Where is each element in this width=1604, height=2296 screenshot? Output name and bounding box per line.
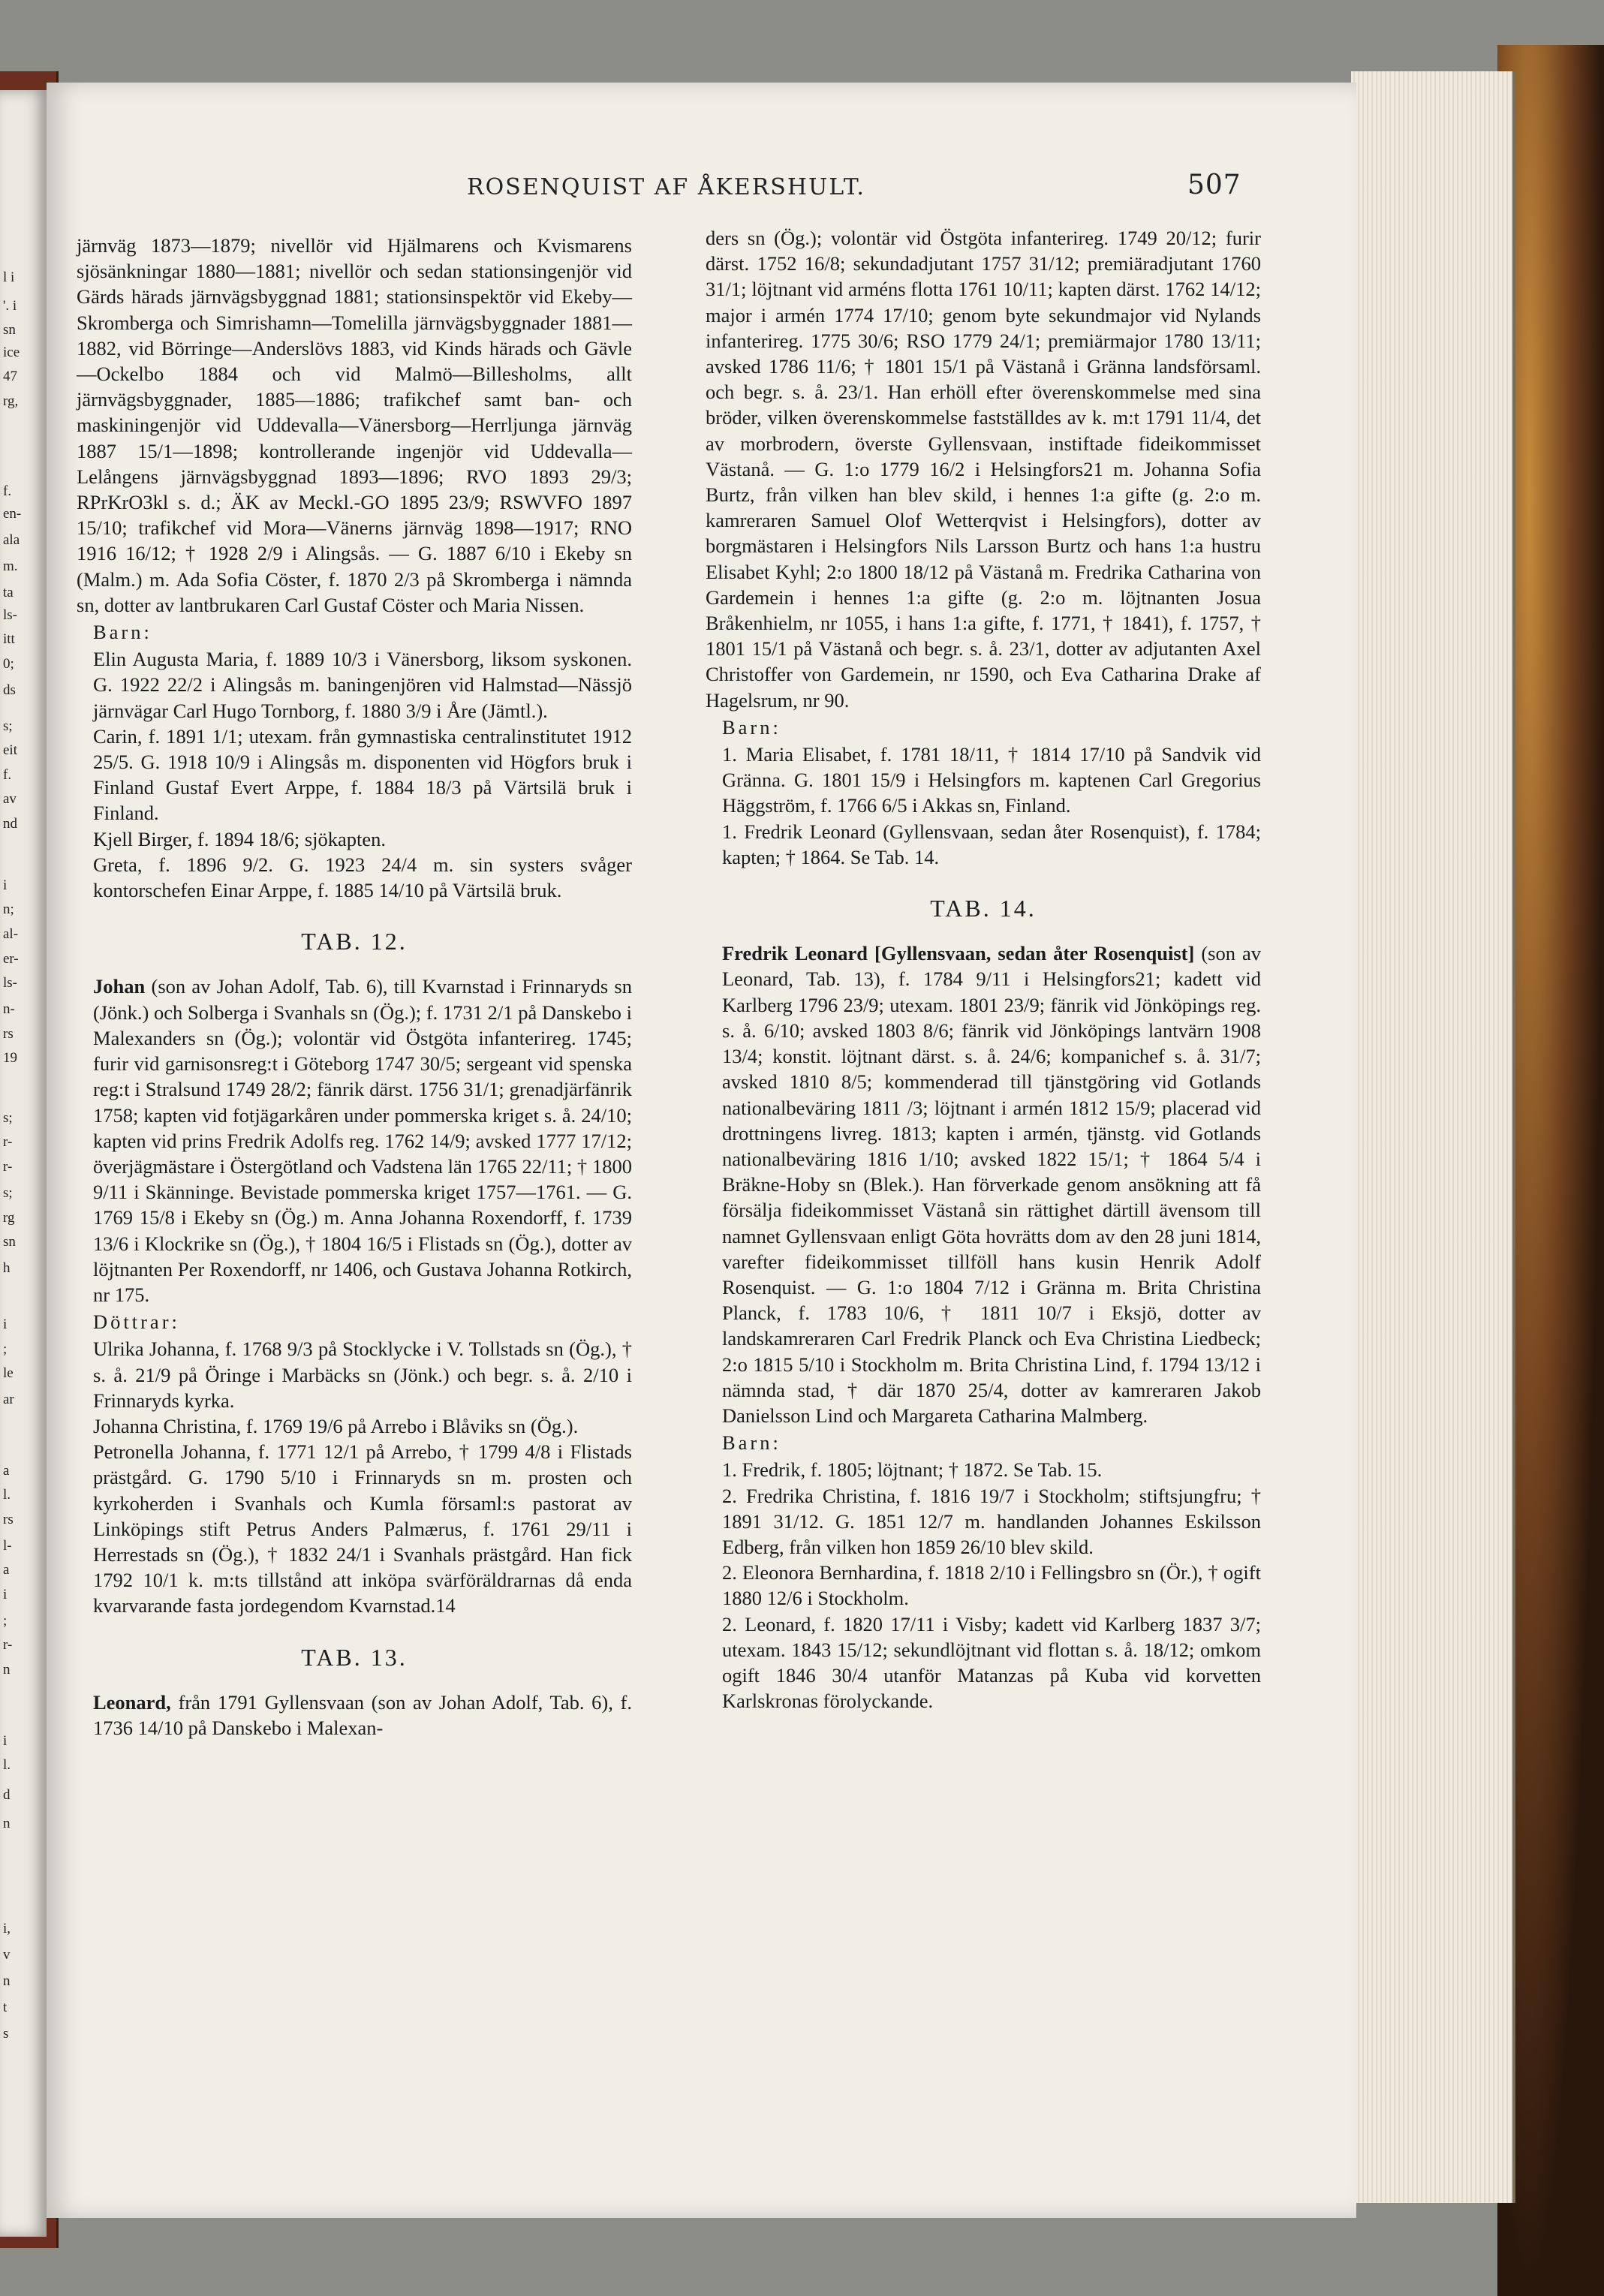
- left-page-text-fragment: rs: [3, 1512, 14, 1527]
- left-page-text-fragment: rg: [3, 1210, 15, 1226]
- entry-name: Leonard,: [93, 1690, 171, 1714]
- child-entry: 2. Fredrika Christina, f. 1816 19/7 i Stockholm; stiftsjungfru; † 1891 31/12. G. 1851 12/7 m. handlanden Johannes Eskilsson Edberg, från vilken hon 1859 26/10 blev skild.: [722, 1484, 1261, 1558]
- left-page-text-fragment: r-: [3, 1637, 13, 1653]
- left-page-text-fragment: av: [3, 791, 17, 807]
- left-page-text-fragment: 47: [3, 369, 17, 384]
- book-page: [47, 83, 1356, 2218]
- running-header: [47, 170, 1356, 204]
- left-page-text-fragment: s;: [3, 718, 13, 734]
- left-page-text-fragment: eit: [3, 742, 17, 758]
- left-page-text-fragment: i: [3, 1587, 8, 1602]
- left-page-text-fragment: i: [3, 1317, 8, 1332]
- left-page-text-fragment: sn: [3, 1234, 16, 1250]
- left-page-text-fragment: m.: [3, 558, 18, 574]
- left-page-text-fragment: a: [3, 1562, 10, 1578]
- left-page-text-fragment: r-: [3, 1134, 13, 1150]
- left-page-text-fragment: nd: [3, 816, 17, 832]
- child-entry: Ulrika Johanna, f. 1768 9/3 på Stocklycke i V. Tollstads sn (Ög.), † s. å. 21/9 på Öringe i Marbäcks sn (Jönk.) och begr. s. å. 2/10 i Frinnaryds kyrka.: [93, 1338, 632, 1412]
- left-page-text-fragment: d: [3, 1787, 11, 1803]
- entry: [706, 940, 1261, 1428]
- child-entry: Greta, f. 1896 9/2. G. 1923 24/4 m. sin systers svåger kontorschefen Einar Arppe, f. 1885 14/10 på Värtsilä bruk.: [93, 853, 632, 902]
- left-page-text-fragment: ar: [3, 1392, 14, 1407]
- left-page-text-fragment: i: [3, 1733, 8, 1749]
- entry: [77, 973, 632, 1307]
- left-page-text-fragment: rs: [3, 1026, 14, 1042]
- entry-name: Johan: [93, 975, 146, 998]
- left-page-text-fragment: i: [3, 877, 8, 893]
- left-page-text-fragment: f.: [3, 767, 12, 783]
- table-heading: TAB. 13.: [301, 1643, 408, 1671]
- left-page-text-fragment: i,: [3, 1921, 11, 1936]
- child-entry: 1. Fredrik Leonard (Gyllensvaan, sedan åter Rosenquist), f. 1784; kapten; † 1864. Se Tab. 14.: [722, 820, 1261, 868]
- left-page-text-fragment: ;: [3, 1341, 8, 1357]
- left-page-text-fragment: r-: [3, 1159, 13, 1175]
- left-page-text-fragment: a: [3, 1463, 10, 1479]
- left-page-text-fragment: ls-: [3, 975, 17, 991]
- left-page-text-fragment: er-: [3, 951, 19, 967]
- left-page-text-fragment: l i: [3, 269, 15, 285]
- entry: [77, 1690, 632, 1741]
- table-heading: TAB. 14.: [930, 895, 1037, 922]
- left-page-text-fragment: n;: [3, 901, 14, 917]
- left-page-text-fragment: l.: [3, 1757, 11, 1773]
- child-entry: Johanna Christina, f. 1769 19/6 på Arrebo i Blåviks sn (Ög.).: [93, 1414, 579, 1437]
- left-page-text-fragment: l.: [3, 1487, 11, 1503]
- left-page-text-fragment: s: [3, 2026, 9, 2042]
- left-column: [77, 233, 632, 1741]
- child-entry: Petronella Johanna, f. 1771 12/1 på Arrebo, † 1799 4/8 i Flistads prästgård. G. 1790 5/10 i Frinnaryds sn m. prosten och kyrkoherden i Svanhals och Kumla församl:s pastorat av Linköpings stift Petrus Anders Palmærus, f. 1761 29/11 i Herrestads sn (Ög.), † 1832 24/1 i Svanhals prästgård. Han fick 1792 10/1 k. m:ts tillstånd att inköpa svärföräldrarnas då enda kvarvarande fasta jordegendom Kvarnstad.14: [93, 1440, 632, 1617]
- left-page-text-fragment: ta: [3, 585, 14, 600]
- left-page-text-fragment: en-: [3, 506, 22, 522]
- right-column: [706, 225, 1261, 1714]
- left-page-text-fragment: 0;: [3, 656, 14, 672]
- left-page-text-fragment: al-: [3, 926, 19, 942]
- left-page-text-fragment: itt: [3, 631, 15, 647]
- table-heading: TAB. 12.: [301, 928, 408, 955]
- left-page-text-fragment: n-: [3, 1001, 15, 1017]
- left-page-text-fragment: rg,: [3, 393, 19, 409]
- section-label: Barn:: [93, 621, 152, 644]
- child-entry: Elin Augusta Maria, f. 1889 10/3 i Vänersborg, liksom syskonen. G. 1922 22/2 i Alingsås m. baningenjören vid Halmstad—Nässjö järnvägar Carl Hugo Tornborg, f. 1880 3/9 i Åre (Jämtl.).: [93, 648, 632, 722]
- left-page-text-fragment: n: [3, 1662, 11, 1678]
- left-page-text-fragment: ala: [3, 532, 20, 548]
- section-label: Döttrar:: [93, 1310, 180, 1334]
- paragraph: ders sn (Ög.); volontär vid Östgöta infanterireg. 1749 20/12; furir därst. 1752 16/8; sekundadjutant 1757 31/12; premiäradjutant 1760 31/1; löjtnant vid arméns flotta 1761 10/11; kapten därst. 1762 14/12; major i armén 1774 17/10; genom byte sekundmajor vid Nylands infanterireg. 1775 30/6; RSO 1779 24/1; premiärmajor 1780 13/11; avsked 1786 11/6; † 1801 15/1 på Västanå i Gränna landsförsaml. och begr. s. å. 23/1. Han erhöll efter överenskommelse med sina bröder, vilken överenskommelse fastställdes av k. m:t 1791 11/4, det av morbrodern, överste Gyllensvaan, instiftade fideikommisset Västanå. — G. 1:o 1779 16/2 i Helsingfors21 m. Johanna Sofia Burtz, från vilken han blev skild, i hennes 1:a gifte (g. 2:o m. kamreraren Samuel Olof Wetterqvist i Helsingfors), dotter av borgmästaren i Helsingfors Nils Larsson Burtz och hans 1:a hustru Elisabet Kyhl; 2:o 1800 18/12 på Västanå m. Fredrika Catharina von Gardemein i hennes 1:a gifte (g. 2:o m. löjtnanten Josua Bråkenhielm, nr 1055, i hans 1:a gifte, f. 1771, † 1841), f. 1757, † 1801 15/1 på Västanå och begr. s. å. 23/1, dotter av adjutanten Axel Christoffer von Gardemein, nr 1590, och Eva Catharina Drake af Hagelsrum, nr 90.: [706, 227, 1261, 712]
- left-page-text-fragment: le: [3, 1365, 14, 1381]
- left-page-text-fragment: n: [3, 1816, 11, 1831]
- left-page-text-fragment: h: [3, 1260, 11, 1276]
- child-entry: Kjell Birger, f. 1894 18/6; sjökapten.: [93, 827, 387, 850]
- left-page-text-fragment: v: [3, 1947, 11, 1963]
- entry-name: Fredrik Leonard [Gyllensvaan, sedan åter Rosenquist]: [722, 942, 1195, 965]
- left-page-text-fragment: n: [3, 1973, 11, 1989]
- page-stack: [1351, 71, 1515, 2203]
- left-page-text-fragment: sn: [3, 322, 16, 338]
- entry-text: (son av Johan Adolf, Tab. 6), till Kvarnstad i Frinnaryds sn (Jönk.) och Solberga i Svanhals sn (Ög.); f. 1731 2/1 på Danskebo i Malexanders sn (Ög.); volontär vid Östgöta infanterireg. 1745; furir vid garnisonsreg:t i Göteborg 1747 30/5; sergeant vid spenska reg:t i Stralsund 1749 28/2; fänrik därst. 1756 31/1; grenadjärfänrik 1758; kapten vid fotjägarkåren under pommerska kriget s. å. 24/10; kapten vid prins Fredrik Adolfs reg. 1762 14/9; avsked 1777 17/12; överjägmästare i Östergötland och Vadstena län 1765 22/11; † 1800 9/11 i Skänninge. Bevistade pommerska kriget 1757—1761. — G. 1769 15/8 i Ekeby sn (Ög.) m. Anna Johanna Roxendorff, f. 1739 13/6 i Klockrike sn (Ög.), † 1804 16/5 i Flistads sn (Ög.), dotter av löjtnanten Per Roxendorff, nr 1406, och Gustava Johanna Rotkirch, nr 175.: [93, 975, 632, 1306]
- section-label: Barn:: [722, 715, 781, 739]
- left-page-text-fragment: f.: [3, 483, 12, 499]
- left-page-text-fragment: '. i: [3, 298, 17, 314]
- left-page-text-fragment: s;: [3, 1110, 13, 1126]
- entry-text: från 1791 Gyllensvaan (son av Johan Adolf, Tab. 6), f. 1736 14/10 på Danskebo i Malexan-: [93, 1690, 633, 1739]
- child-entry: 2. Leonard, f. 1820 17/11 i Visby; kadett vid Karlberg 1837 3/7; utexam. 1843 15/12; sekundlöjtnant vid flottan s. å. 18/12; omkom ogift 1846 30/4 utanför Matanzas på Kuba vid korvetten Karlskronas förolyckande.: [722, 1612, 1261, 1713]
- left-page-text-fragment: ls-: [3, 607, 17, 623]
- left-page-edge: [0, 90, 47, 2237]
- left-page-text-fragment: ;: [3, 1613, 8, 1629]
- section-label: Barn:: [722, 1431, 781, 1455]
- left-page-text-fragment: s;: [3, 1185, 13, 1201]
- left-page-text-fragment: 19: [3, 1050, 17, 1066]
- page-number: 507: [1187, 170, 1241, 200]
- page-title: ROSENQUIST AF ÅKERSHULT.: [467, 174, 865, 200]
- paragraph: järnväg 1873—1879; nivellör vid Hjälmarens och Kvismarens sjösänkningar 1880—1881; nivellör och sedan stationsingenjör vid Gärds härads järnvägsbyggnad 1881; stationsinspektör vid Ekeby—Skromberga och Simrishamn—Tomelilla järnvägsbyggnader 1881—1882, vid Börringe—Anderslövs 1883, vid Kinds härads och Gävle—Ockelbo 1884 och vid Malmö—Billesholms, allt järnvägsbyggnader, 1885—1886; trafikchef samt ban- och maskiningenjör vid Uddevalla—Vänersborg—Herrljunga järnväg 1887 15/1—1898; kontrollerande ingenjör vid Uddevalla—Lelångens järnvägsbyggnad 1893—1896; RVO 1893 29/3; RPrKrO3kl s. d.; ÄK av Meckl.-GO 1895 23/9; RSWVFO 1897 15/10; trafikchef vid Mora—Vänerns järnväg 1898—1917; RNO 1916 16/12; † 1928 2/9 i Alingsås. — G. 1887 6/10 i Ekeby sn (Malm.) m. Ada Sofia Cöster, f. 1870 2/3 på Skromberga i nämnda sn, dotter av lantbrukaren Carl Gustaf Cöster och Maria Nissen.: [77, 234, 632, 616]
- child-entry: 1. Fredrik, f. 1805; löjtnant; † 1872. Se Tab. 15.: [722, 1458, 1103, 1482]
- child-entry: 2. Eleonora Bernhardina, f. 1818 2/10 i Fellingsbro sn (Ör.), † ogift 1880 12/6 i Stockholm.: [722, 1561, 1261, 1610]
- child-entry: Carin, f. 1891 1/1; utexam. från gymnastiska centralinstitutet 1912 25/5. G. 1918 10/9 i Alingsås m. disponenten vid Högfors bruk i Finland Gustaf Evert Arppe, f. 1884 18/3 på Värtsilä bruk i Finland.: [93, 724, 632, 825]
- entry-text: (son av Leonard, Tab. 13), f. 1784 9/11 i Helsingfors21; kadett vid Karlberg 1796 23/9; utexam. 1801 23/9; fänrik vid Jönköpings reg. s. å. 6/10; avsked 1803 8/6; fänrik vid Jönköpings lantvärn 1908 13/4; konstit. löjtnant därst. s. å. 24/6; kompanichef s. å. 31/7; avsked 1810 8/5; kommenderad till tjänstgöring vid Gotlands nationalbeväring 1811 /3; löjtnant i armén 1812 15/9; placerad vid drottningens livreg. 1813; kapten i armén, tjänstg. vid Gotlands nationalbeväring 1816 1/10; avsked 1822 15/1; † 1864 5/4 i Bräkne-Hoby sn (Blek.). Han förverkade genom ansökning att få försälja fideikommisset Västanå sin rättighet därtill ävensom till namnet Gyllensvaan enligt Göta hovrätts dom av den 28 juni 1814, varefter fideikommisset tillföll hans kusin Henrik Adolf Rosenquist. — G. 1:o 1804 7/12 i Gränna m. Brita Christina Planck, f. 1783 10/6, † 1811 10/7 i Eksjö, dotter av landskamreraren Carl Fredrik Planck och Eva Christina Liedbeck; 2:o 1815 5/10 i Stockholm m. Brita Christina Lind, f. 1794 13/12 i nämnda stad, † där 1870 25/4, dotter av kamreraren Jakob Danielsson Lind och Margareta Catharina Malmberg.: [722, 942, 1262, 1427]
- left-page-text-fragment: l-: [3, 1538, 12, 1554]
- left-page-text-fragment: ds: [3, 682, 16, 698]
- left-page-text-fragment: t: [3, 2000, 8, 2015]
- child-entry: 1. Maria Elisabet, f. 1781 18/11, † 1814 17/10 på Sandvik vid Gränna. G. 1801 15/9 i Helsingfors m. kaptenen Carl Gregorius Häggström, f. 1766 6/5 i Akkas sn, Finland.: [722, 743, 1261, 817]
- left-page-text-fragment: ice: [3, 345, 20, 360]
